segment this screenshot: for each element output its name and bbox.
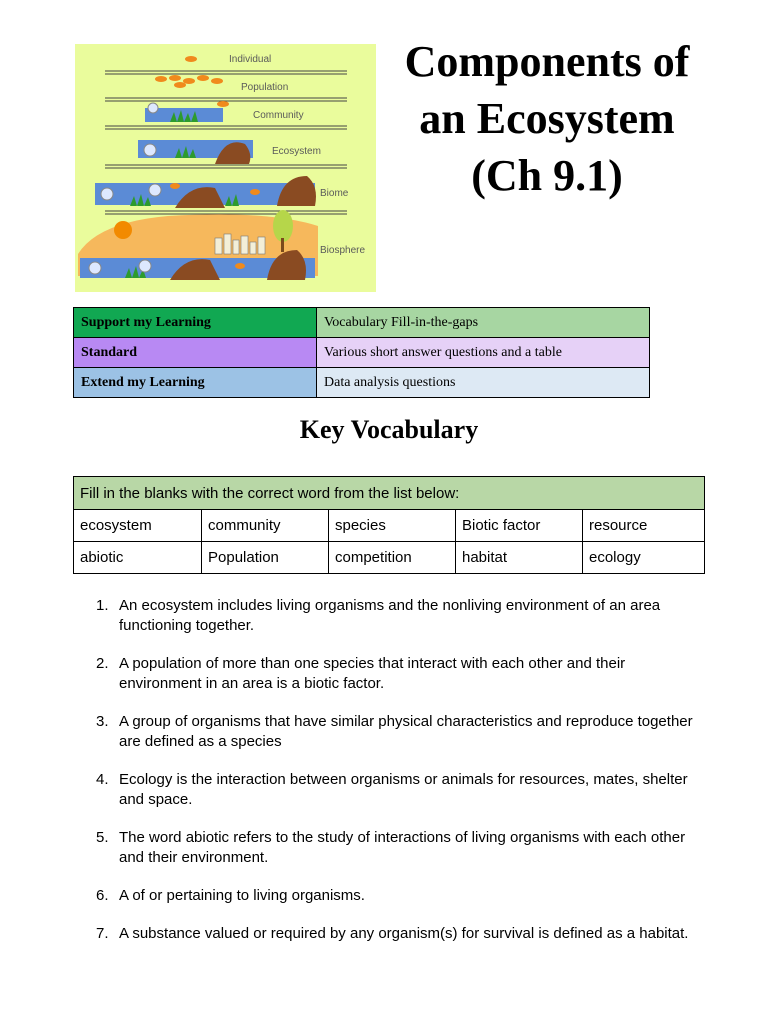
table-row: [74, 308, 650, 338]
vocab-word: ecology: [583, 542, 705, 574]
title-line-2: an Ecosystem: [419, 94, 675, 143]
vocab-word: competition: [329, 542, 456, 574]
question-number: 2.: [96, 655, 109, 672]
learning-levels-table: [73, 307, 650, 398]
vocab-word: Population: [202, 542, 329, 574]
label-biome: Biome: [320, 188, 349, 199]
table-row: [74, 542, 705, 574]
vocab-word: habitat: [456, 542, 583, 574]
vocabulary-table: [73, 476, 705, 574]
list-item: [96, 712, 696, 752]
ecosystem-levels-illustration: [75, 44, 376, 292]
label-population: Population: [241, 82, 289, 93]
vocab-word: community: [202, 510, 329, 542]
table-row: [74, 368, 650, 398]
list-item: [96, 886, 696, 906]
task-cell: Vocabulary Fill-in-the-gaps: [317, 308, 650, 338]
question-number: 4.: [96, 771, 109, 788]
page-title: [382, 33, 712, 204]
vocab-word: abiotic: [74, 542, 202, 574]
question-list: [96, 596, 696, 962]
question-text: An ecosystem includes living organisms and the nonliving environment of an area functioning together.: [119, 597, 661, 634]
task-cell: Various short answer questions and a table: [317, 338, 650, 368]
vocab-word: resource: [583, 510, 705, 542]
question-number: 6.: [96, 887, 109, 904]
list-item: [96, 654, 696, 694]
vocabulary-instructions: Fill in the blanks with the correct word from the list below:: [74, 477, 705, 510]
question-text: A of or pertaining to living organisms.: [119, 887, 365, 904]
task-cell: Data analysis questions: [317, 368, 650, 398]
key-vocabulary-heading: Key Vocabulary: [299, 415, 479, 444]
level-cell: Extend my Learning: [74, 368, 317, 398]
table-row: [74, 477, 705, 510]
list-item: [96, 770, 696, 810]
level-cell: Support my Learning: [74, 308, 317, 338]
question-text: A population of more than one species that interact with each other and their environment in an area is a biotic factor.: [119, 655, 626, 692]
vocab-word: ecosystem: [74, 510, 202, 542]
table-row: [74, 338, 650, 368]
label-individual: Individual: [229, 54, 272, 65]
question-text: A substance valued or required by any organism(s) for survival is defined as a habitat.: [119, 925, 689, 942]
vocab-word: species: [329, 510, 456, 542]
label-biosphere: Biosphere: [320, 245, 366, 256]
label-ecosystem: Ecosystem: [272, 146, 321, 157]
list-item: [96, 596, 696, 636]
vocab-word: Biotic factor: [456, 510, 583, 542]
question-number: 7.: [96, 925, 109, 942]
question-text: Ecology is the interaction between organisms or animals for resources, mates, shelter and space.: [119, 771, 688, 808]
question-number: 3.: [96, 713, 109, 730]
label-community: Community: [253, 110, 304, 121]
level-cell: Standard: [74, 338, 317, 368]
title-line-1: Components of: [404, 37, 690, 86]
question-text: The word abiotic refers to the study of interactions of living organisms with each other and their environment.: [119, 829, 686, 866]
table-row: [74, 510, 705, 542]
list-item: [96, 828, 696, 868]
title-line-3: (Ch 9.1): [471, 151, 623, 200]
list-item: [96, 924, 696, 944]
question-number: 1.: [96, 597, 109, 614]
question-number: 5.: [96, 829, 109, 846]
question-text: A group of organisms that have similar physical characteristics and reproduce together are defined as a species: [119, 713, 693, 750]
